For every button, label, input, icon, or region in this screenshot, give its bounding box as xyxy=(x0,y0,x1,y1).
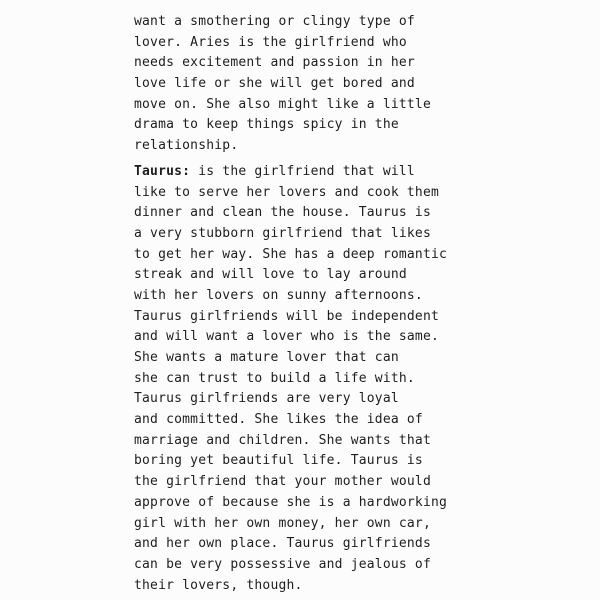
text-line xyxy=(134,162,464,183)
text-line: girl with her own money, her own car, xyxy=(134,515,431,531)
text-line: She wants a mature lover that can xyxy=(134,350,399,365)
text-line: and will want a lover who is the same. xyxy=(134,329,440,345)
text-line: to get her way. She has a deep romantic xyxy=(134,246,448,262)
text-line: move on. She also might like a little xyxy=(134,96,431,112)
text-line: a very stubborn girlfriend that likes xyxy=(134,225,431,241)
text-line: the girlfriend that your mother would xyxy=(134,474,431,490)
text-line: like to serve her lovers and cook them xyxy=(134,184,440,200)
text-line: needs excitement and passion in her xyxy=(134,55,415,71)
text-line: streak and will love to lay around xyxy=(134,267,407,283)
text-line: and her own place. Taurus girlfriends xyxy=(134,536,431,552)
taurus-heading: Taurus: xyxy=(134,163,191,179)
text-line: their lovers, though. xyxy=(134,577,303,593)
paragraph-taurus xyxy=(134,162,464,596)
text-line: and committed. She likes the idea of xyxy=(134,412,423,428)
text-line: boring yet beautiful life. Taurus is xyxy=(134,453,423,469)
text-line: marriage and children. She wants that xyxy=(134,432,431,448)
taurus-first-line: is the girlfriend that will xyxy=(190,163,415,179)
text-line: drama to keep things spicy in the xyxy=(134,117,399,133)
text-line: with her lovers on sunny afternoons. xyxy=(134,287,423,303)
text-line: love life or she will get bored and xyxy=(134,76,415,92)
text-line: Taurus girlfriends are very loyal xyxy=(134,391,399,407)
text-line: dinner and clean the house. Taurus is xyxy=(134,205,431,221)
text-line: relationship. xyxy=(134,138,239,154)
text-line: can be very possessive and jealous of xyxy=(134,556,431,572)
text-line: Taurus girlfriends will be independent xyxy=(134,308,440,324)
text-line: lover. Aries is the girlfriend who xyxy=(134,34,407,50)
body-text xyxy=(134,12,464,596)
text-line: approve of because she is a hardworking xyxy=(134,494,448,510)
text-line: want a smothering or clingy type of xyxy=(134,14,415,29)
text-line: she can trust to build a life with. xyxy=(134,370,415,386)
paragraph-aries xyxy=(134,12,464,157)
